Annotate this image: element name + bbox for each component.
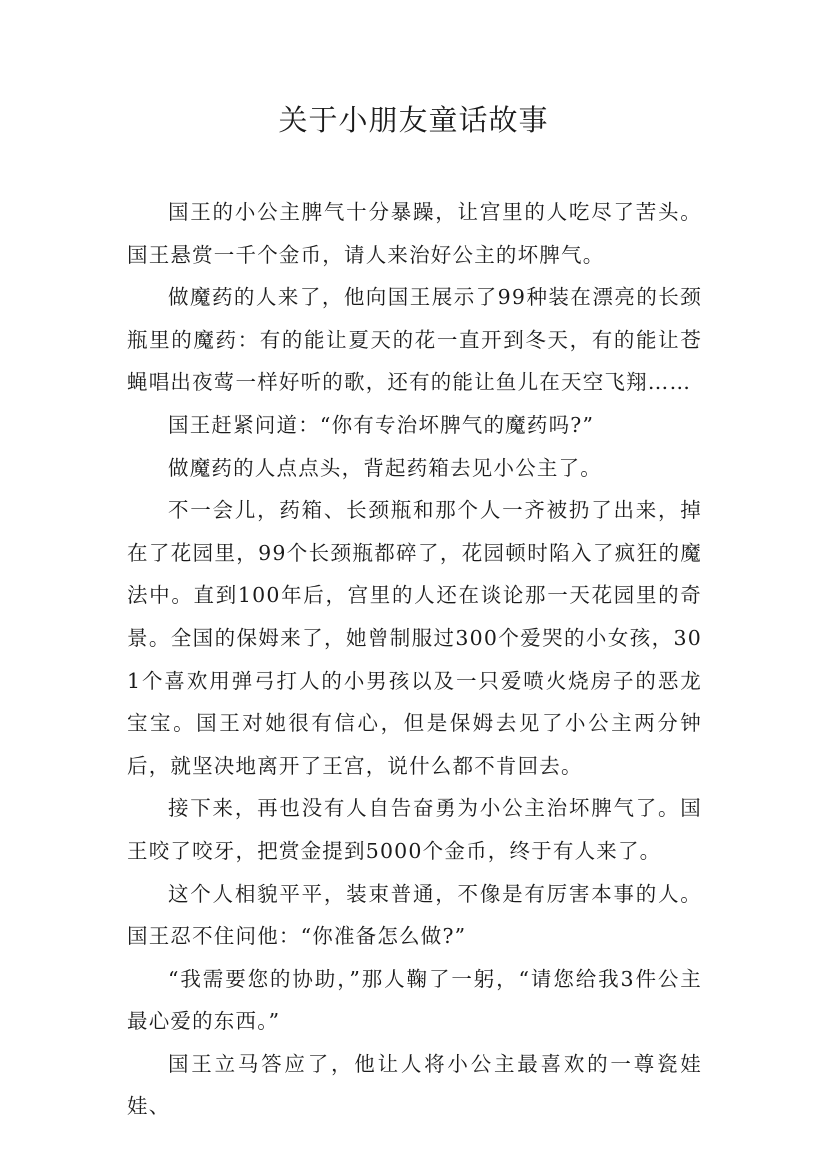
paragraph: 接下来，再也没有人自告奋勇为小公主治坏脾气了。国王咬了咬牙，把赏金提到5000个金币，终于有人来了。 bbox=[127, 796, 702, 863]
document-body bbox=[127, 191, 702, 1128]
paragraph: 不一会儿，药箱、长颈瓶和那个人一齐被扔了出来，掉在了花园里，99个长颈瓶都碎了，花园顿时陷入了疯狂的魔法中。直到100年后，宫里的人还在谈论那一天花园里的奇景。全国的保姆来了，她曾制服过300个爱哭的小女孩，301个喜欢用弹弓打人的小男孩以及一只爱喷火烧房子的恶龙宝宝。国王对她很有信心，但是保姆去见了小公主两分钟后，就坚决地离开了王宫，说什么都不肯回去。 bbox=[127, 498, 702, 778]
paragraph: 国王立马答应了，他让人将小公主最喜欢的一尊瓷娃娃、 bbox=[127, 1051, 702, 1119]
paragraph: 国王的小公主脾气十分暴躁，让宫里的人吃尽了苦头。国王悬赏一千个金币，请人来治好公主的坏脾气。 bbox=[127, 200, 702, 267]
paragraph: 做魔药的人来了，他向国王展示了99种装在漂亮的长颈瓶里的魔药：有的能让夏天的花一直开到冬天，有的能让苍蝇唱出夜莺一样好听的歌，还有的能让鱼儿在天空飞翔…… bbox=[127, 285, 702, 395]
paragraph: 做魔药的人点点头，背起药箱去见小公主了。 bbox=[168, 455, 602, 480]
paragraph: “我需要您的协助，”那人鞠了一躬，“请您给我3件公主最心爱的东西。” bbox=[127, 966, 702, 1034]
document-title: 关于小朋友童话故事 bbox=[278, 103, 549, 137]
paragraph: 国王赶紧问道：“你有专治坏脾气的魔药吗?” bbox=[168, 412, 595, 437]
paragraph: 这个人相貌平平，装束普通，不像是有厉害本事的人。国王忍不住问他：“你准备怎么做?” bbox=[127, 881, 702, 949]
